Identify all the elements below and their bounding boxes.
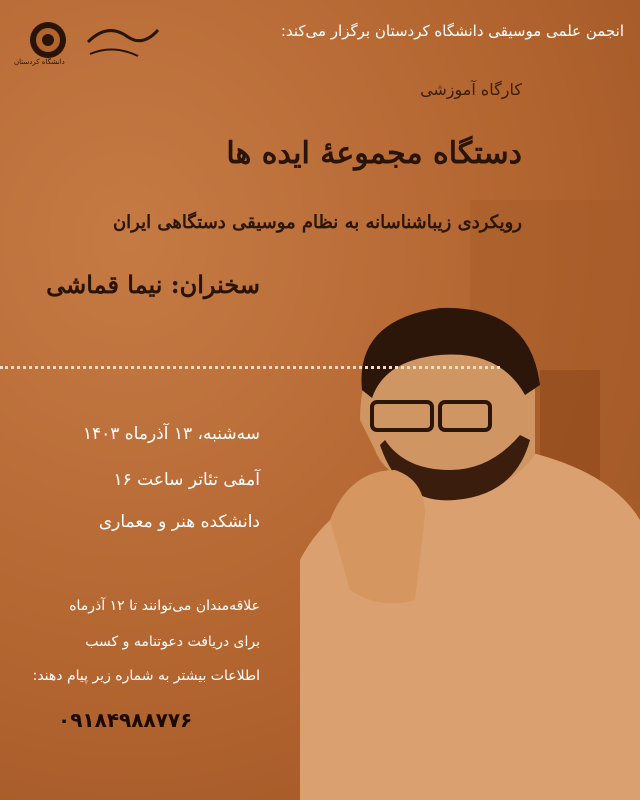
logo-caption: دانشگاه کردستان — [14, 58, 65, 66]
event-date: سه‌شنبه، ۱۳ آذرماه ۱۴۰۳ — [82, 424, 260, 444]
registration-note-line3: اطلاعات بیشتر به شماره زیر پیام دهند: — [32, 668, 260, 684]
dotted-divider — [0, 366, 500, 369]
event-venue: آمفی تئاتر ساعت ۱۶ — [113, 470, 260, 490]
registration-note-line2: برای دریافت دعوتنامه و کسب — [85, 634, 260, 650]
registration-note-line1: علاقه‌مندان می‌توانند تا ۱۲ آذرماه — [69, 598, 260, 614]
event-title: دستگاه مجموعهٔ ایده ها — [226, 136, 522, 171]
workshop-label: کارگاه آموزشی — [420, 80, 522, 99]
event-subtitle: رویکردی زیباشناسانه به نظام موسیقی دستگاهی ایران — [112, 212, 522, 233]
contact-phone: ۰۹۱۸۴۹۸۸۷۷۶ — [58, 708, 193, 732]
speaker-name: سخنران: نیما قماشی — [46, 270, 260, 299]
event-faculty: دانشکده هنر و معماری — [98, 512, 260, 532]
organizer-header: انجمن علمی موسیقی دانشگاه کردستان برگزار می‌کند: — [280, 22, 624, 40]
